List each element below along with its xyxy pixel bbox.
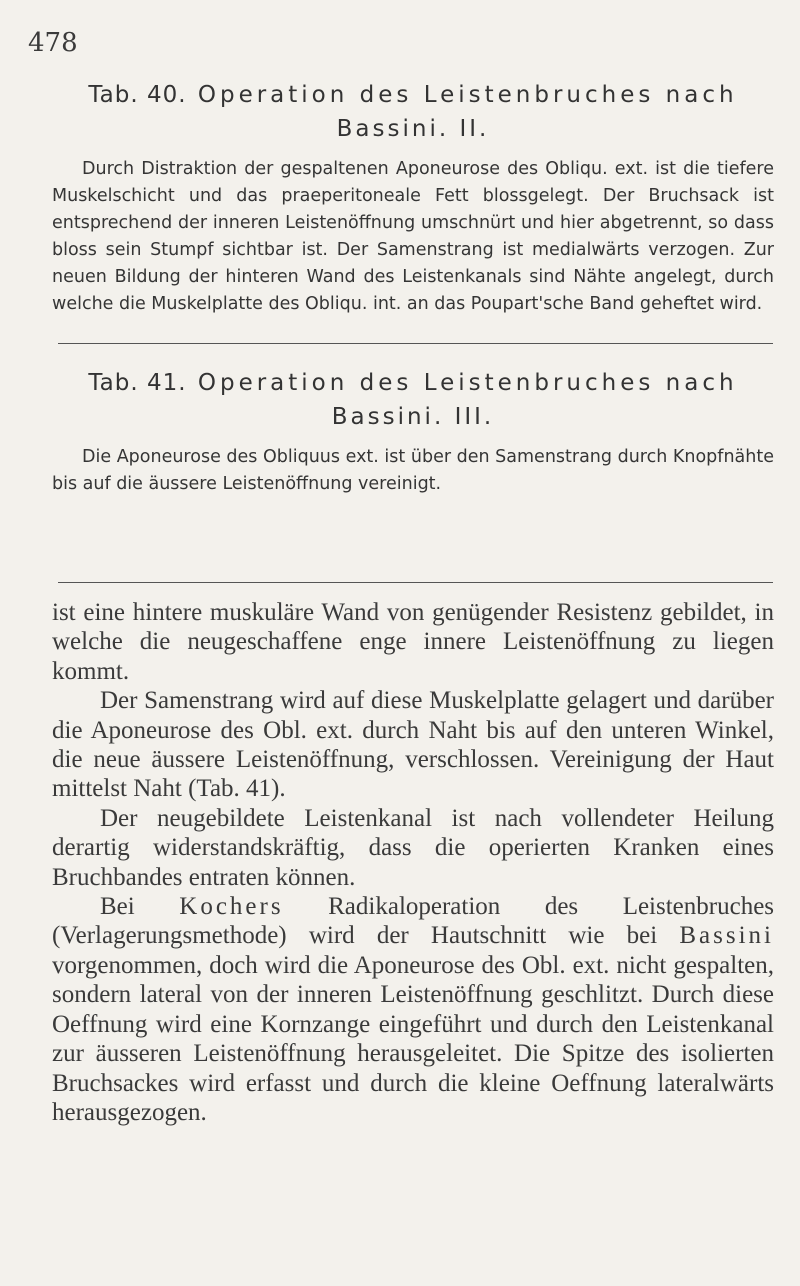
paragraph-lead: Bei xyxy=(100,893,135,921)
plate-subtitle: Bassini. III. xyxy=(331,404,495,430)
plate-caption-text: Die Aponeurose des Obliquus ext. ist über den Samenstrang durch Knopfnähte bis auf die äussere Leistenöffnung vereinigt. xyxy=(52,447,774,494)
paragraph: ist eine hintere muskuläre Wand von genügender Resistenz gebildet, in welche die neugeschaffene enge innere Leistenöffnung zu liegen kommt. xyxy=(52,599,774,685)
plate-title xyxy=(52,366,774,434)
plate-caption-tab-40 xyxy=(52,78,774,318)
plate-subtitle: Bassini. II. xyxy=(336,116,490,142)
main-text xyxy=(52,598,774,1127)
paragraph: Der Samenstrang wird auf diese Muskelplatte gelagert und darüber die Aponeurose des Obl. ext. durch Naht bis auf den unteren Winkel, die neue äussere Leistenöffnung, verschlossen. Vereinigung der Haut mittelst Naht (Tab. 41). xyxy=(52,687,774,803)
plate-caption-text: Durch Distraktion der gespaltenen Aponeurose des Obliqu. ext. ist die tiefere Muskelschicht und das praeperitoneale Fett blossgelegt. Der Bruchsack ist entsprechend der inneren Leistenöffnung umschnürt und hier abgetrennt, so dass bloss sein Stumpf sichtbar ist. Der Samenstrang ist medialwärts verzogen. Zur neuen Bildung der hinteren Wand des Leistenkanals sind Nähte angelegt, durch welche die Muskelplatte des Obliqu. int. an das Poupart'sche Band geheftet wird. xyxy=(52,159,774,314)
paragraph-text: Radikaloperation des Leistenbruches (Verlagerungsmethode) wird der Hautschnitt wie bei xyxy=(52,893,775,950)
author-name-kocher: Kochers xyxy=(179,893,284,921)
author-name-bassini: Bassini xyxy=(679,922,774,950)
tab-number: Tab. 40. xyxy=(88,82,187,108)
plate-caption-tab-41 xyxy=(52,366,774,498)
page-number: 478 xyxy=(28,28,78,58)
paragraph-text: vorgenommen, doch wird die Aponeurose des Obl. ext. nicht gespalten, sondern lateral von der inneren Leistenöffnung geschlitzt. Durch diese Oeffnung wird eine Kornzange eingeführt und durch den Leistenkanal zur äusseren Leistenöffnung herausgeleitet. Die Spitze des isolierten Bruchsackes wird erfasst und durch die kleine Oeffnung lateralwärts herausgezogen. xyxy=(52,951,774,1126)
plate-title-text: Operation des Leistenbruches nach xyxy=(197,82,738,108)
plate-title-text: Operation des Leistenbruches nach xyxy=(197,370,738,396)
plate-title xyxy=(52,78,774,146)
tab-number: Tab. 41. xyxy=(88,370,187,396)
divider-rule xyxy=(58,582,773,583)
paragraph xyxy=(52,892,774,1127)
divider-rule xyxy=(58,343,773,344)
paragraph: Der neugebildete Leistenkanal ist nach vollendeter Heilung derartig widerstandskräftig, dass die operierten Kranken eines Bruchbandes entraten können. xyxy=(52,804,774,891)
